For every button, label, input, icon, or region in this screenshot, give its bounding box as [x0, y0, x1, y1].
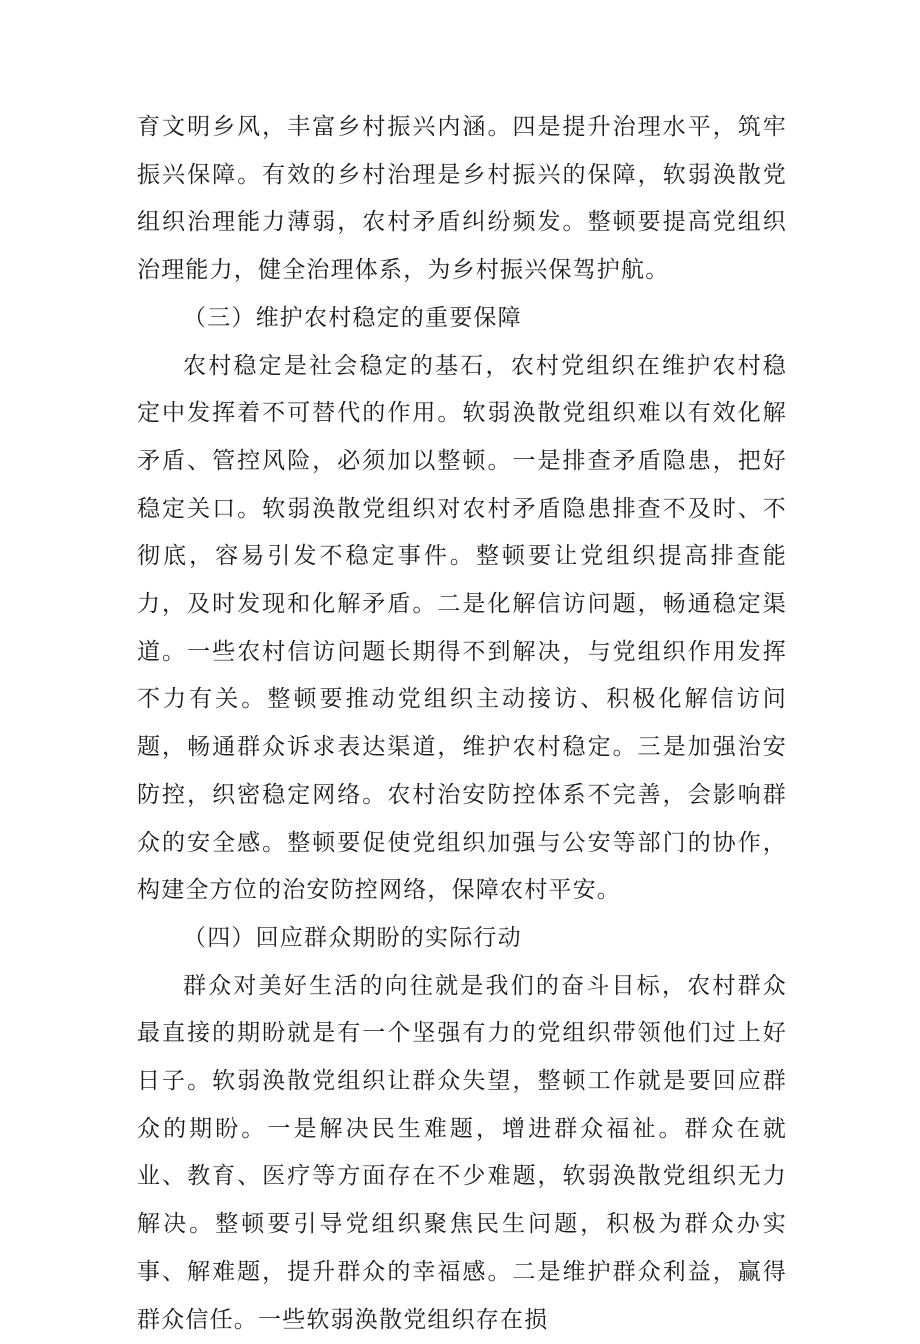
document-page [137, 104, 787, 1344]
section-heading-3: （三）维护农村稳定的重要保障 [183, 304, 522, 331]
section-heading-4: （四）回应群众期盼的实际行动 [183, 924, 522, 951]
section-4-paragraph: 群众对美好生活的向往就是我们的奋斗目标，农村群众最直接的期盼就是有一个坚强有力的党组织带领他们过上好日子。软弱涣散党组织让群众失望，整顿工作就是要回应群众的期盼。一是解决民生难题，增进群众福祉。群众在就业、教育、医疗等方面存在不少难题，软弱涣散党组织无力解决。整顿要引导党组织聚焦民生问题，积极为群众办实事、解难题，提升群众的幸福感。二是维护群众利益，赢得群众信任。一些软弱涣散党组织存在损 [137, 972, 787, 1333]
continued-paragraph: 育文明乡风，丰富乡村振兴内涵。四是提升治理水平，筑牢振兴保障。有效的乡村治理是乡村振兴的保障，软弱涣散党组织治理能力薄弱，农村矛盾纠纷频发。整顿要提高党组织治理能力，健全治理体系，为乡村振兴保驾护航。 [137, 114, 787, 284]
section-3-paragraph: 农村稳定是社会稳定的基石，农村党组织在维护农村稳定中发挥着不可替代的作用。软弱涣散党组织难以有效化解矛盾、管控风险，必须加以整顿。一是排查矛盾隐患，把好稳定关口。软弱涣散党组织对农村矛盾隐患排查不及时、不彻底，容易引发不稳定事件。整顿要让党组织提高排查能力，及时发现和化解矛盾。二是化解信访问题，畅通稳定渠道。一些农村信访问题长期得不到解决，与党组织作用发挥不力有关。整顿要推动党组织主动接访、积极化解信访问题，畅通群众诉求表达渠道，维护农村稳定。三是加强治安防控，织密稳定网络。农村治安防控体系不完善，会影响群众的安全感。整顿要促使党组织加强与公安等部门的协作，构建全方位的治安防控网络，保障农村平安。 [137, 352, 787, 904]
